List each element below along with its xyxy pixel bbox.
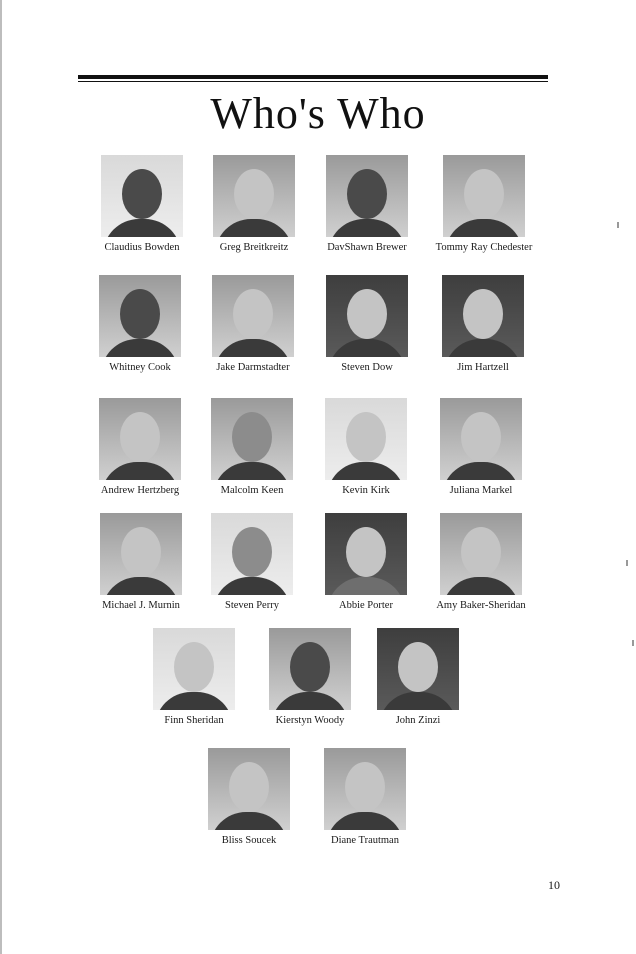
member-card: [129, 628, 259, 726]
member-name: Greg Breitkreitz: [219, 242, 289, 253]
member-photo: [443, 155, 525, 237]
member-name: John Zinzi: [395, 715, 441, 726]
member-photo: [212, 275, 294, 357]
member-name: Kevin Kirk: [342, 485, 390, 496]
member-card: [416, 513, 546, 611]
member-photo: [442, 275, 524, 357]
member-card: [187, 513, 317, 611]
member-photo: [153, 628, 235, 710]
member-photo: [377, 628, 459, 710]
member-photo: [208, 748, 290, 830]
member-card: [300, 748, 430, 846]
member-photo: [325, 513, 407, 595]
member-card: [302, 155, 432, 253]
member-name: Juliana Markel: [449, 485, 513, 496]
member-card: [418, 275, 548, 373]
scan-mark: [632, 640, 634, 646]
member-name: Jake Darmstadter: [216, 362, 290, 373]
member-name: Jim Hartzell: [457, 362, 509, 373]
member-photo: [211, 513, 293, 595]
member-card: [187, 398, 317, 496]
member-name: Whitney Cook: [109, 362, 171, 373]
member-photo: [99, 398, 181, 480]
scan-mark: [617, 222, 619, 228]
member-photo: [269, 628, 351, 710]
scan-mark: [626, 560, 628, 566]
member-card: [416, 398, 546, 496]
member-photo: [326, 275, 408, 357]
header-rule-thin: [78, 81, 548, 82]
member-card: [75, 275, 205, 373]
member-name: Amy Baker-Sheridan: [436, 600, 526, 611]
member-name: Abbie Porter: [339, 600, 393, 611]
member-name: Tommy Ray Chedester: [435, 242, 533, 253]
page-edge: [0, 0, 2, 954]
member-name: Malcolm Keen: [220, 485, 284, 496]
page-title: Who's Who: [210, 89, 426, 138]
member-name: Steven Dow: [341, 362, 393, 373]
member-name: Steven Perry: [225, 600, 279, 611]
member-name: Andrew Hertzberg: [100, 485, 180, 496]
member-card: [301, 398, 431, 496]
member-photo: [211, 398, 293, 480]
member-card: [353, 628, 483, 726]
member-name: Diane Trautman: [331, 835, 399, 846]
member-name: DavShawn Brewer: [327, 242, 407, 253]
member-name: Finn Sheridan: [164, 715, 224, 726]
member-card: [184, 748, 314, 846]
member-card: [188, 275, 318, 373]
member-name: Michael J. Murnin: [102, 600, 180, 611]
member-name: Claudius Bowden: [104, 242, 180, 253]
member-photo: [324, 748, 406, 830]
member-photo: [440, 513, 522, 595]
header-rule-thick: [78, 75, 548, 79]
member-photo: [101, 155, 183, 237]
member-card: [419, 155, 549, 253]
member-card: [302, 275, 432, 373]
member-name: Bliss Soucek: [221, 835, 277, 846]
member-name: Kierstyn Woody: [275, 715, 345, 726]
member-photo: [440, 398, 522, 480]
member-photo: [326, 155, 408, 237]
member-card: [189, 155, 319, 253]
page-number: 10: [548, 878, 560, 892]
member-card: [77, 155, 207, 253]
member-photo: [213, 155, 295, 237]
member-photo: [99, 275, 181, 357]
member-card: [301, 513, 431, 611]
member-photo: [100, 513, 182, 595]
member-photo: [325, 398, 407, 480]
member-card: [75, 398, 205, 496]
